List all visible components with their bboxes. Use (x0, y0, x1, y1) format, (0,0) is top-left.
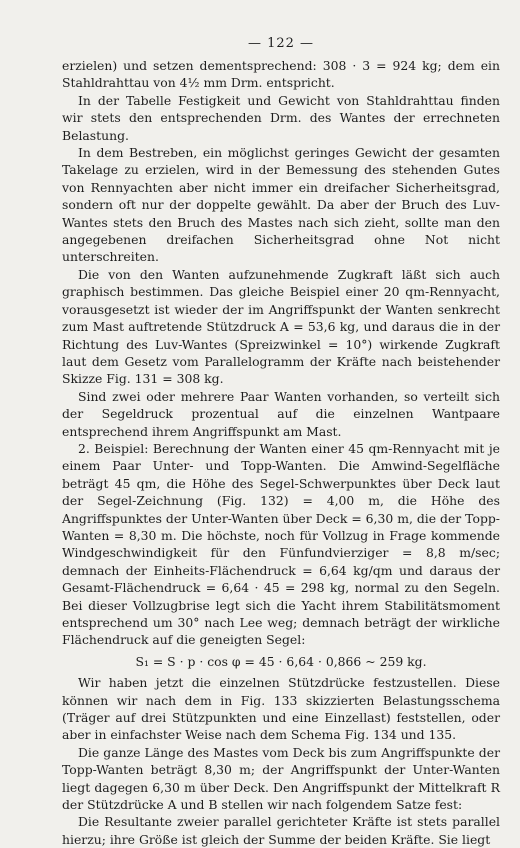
paragraph-4: Die von den Wanten aufzunehmende Zugkraft läßt sich auch graphisch bestimmen. Das gleiche Beispiel einer 20 qm-Rennyacht, vorausgesetzt ist wieder der im Angriffspunkt der Wanten senkrecht zum Mast auftretende Stützdruck A = 53,6 kg, und daraus die in der Richtung des Luv-Wantes (Spreizwinkel = 10°) wirkende Zugkraft laut dem Gesetz vom Parallelogramm der Kräfte nach beistehender Skizze Fig. 131 = 308 kg. (62, 266, 500, 387)
paragraph-6: 2. Beispiel: Berechnung der Wanten einer 45 qm-Rennyacht mit je einem Paar Unter- und Topp-Wanten. Die Amwind-Segelfläche beträgt 45 qm, die Höhe des Segel-Schwerpunktes über Deck laut der Segel-Zeichnung (Fig. 132) = 4,00 m, die Höhe des Angriffspunktes der Unter-Wanten über Deck = 6,30 m, die der Topp-Wanten = 8,30 m. Die höchste, noch für Vollzug in Frage kommende Windgeschwindigkeit für den Fünfundvierziger = 8,8 m/sec; demnach der Einheits-Flächendruck = 6,64 kg/qm und daraus der Gesamt-Flächendruck = 6,64 · 45 = 298 kg, normal zu den Segeln. Bei dieser Vollzugbrise legt sich die Yacht ihrem Stabilitätsmoment entsprechend um 30° nach Lee weg; demnach beträgt der wirkliche Flächendruck auf die geneigten Segel: (62, 440, 500, 648)
paragraph-2: In der Tabelle Festigkeit und Gewicht von Stahldrahttau finden wir stets den entsprechenden Drm. des Wantes der errechneten Belastung. (62, 92, 500, 143)
paragraph-8: Die ganze Länge des Mastes vom Deck bis zum Angriffspunkte der Topp-Wanten beträgt 8,30 m; der Angriffspunkt der Unter-Wanten liegt dagegen 6,30 m über Deck. Den Angriffspunkt der Mittelkraft R der Stützdrücke A und B stellen wir nach folgendem Satze fest: (62, 744, 500, 813)
formula: S₁ = S · p · cos φ = 45 · 6,64 · 0,866 ~ 259 kg. (135, 653, 427, 669)
paragraph-1: erzielen) und setzen dementsprechend: 308 · 3 = 924 kg; dem ein Stahldrahttau von 4½ mm Drm. entspricht. (62, 58, 500, 91)
paragraph-5: Sind zwei oder mehrere Paar Wanten vorhanden, so verteilt sich der Segeldruck prozentual auf die einzelnen Wantpaare entsprechend ihrem Angriffspunkt am Mast. (62, 388, 500, 439)
page-number: — 122 — (247, 36, 315, 51)
paragraph-9: Die Resultante zweier parallel gerichteter Kräfte ist stets parallel hierzu; ihre Größe ist gleich der Summe der beiden Kräfte. Sie liegt (62, 814, 500, 847)
paragraph-7: Wir haben jetzt die einzelnen Stützdrücke festzustellen. Diese können wir nach dem in Fig. 133 skizzierten Belastungsschema (Träger auf drei Stützpunkten und eine Einzellast) feststellen, oder aber in einfachster Weise nach dem Schema Fig. 134 und 135. (62, 675, 500, 743)
page-text (62, 57, 500, 848)
paragraph-3: In dem Bestreben, ein möglichst geringes Gewicht der gesamten Takelage zu erzielen, wird in der Bemessung des stehenden Gutes von Rennyachten aber nicht immer ein dreifacher Sicherheitsgrad, sondern oft nur der doppelte gewählt. Da aber der Bruch des Luv-Wantes stets den Bruch des Mastes nach sich zieht, sollte man den angegebenen dreifachen Sicherheitsgrad ohne Not nicht unterschreiten. (62, 145, 500, 265)
